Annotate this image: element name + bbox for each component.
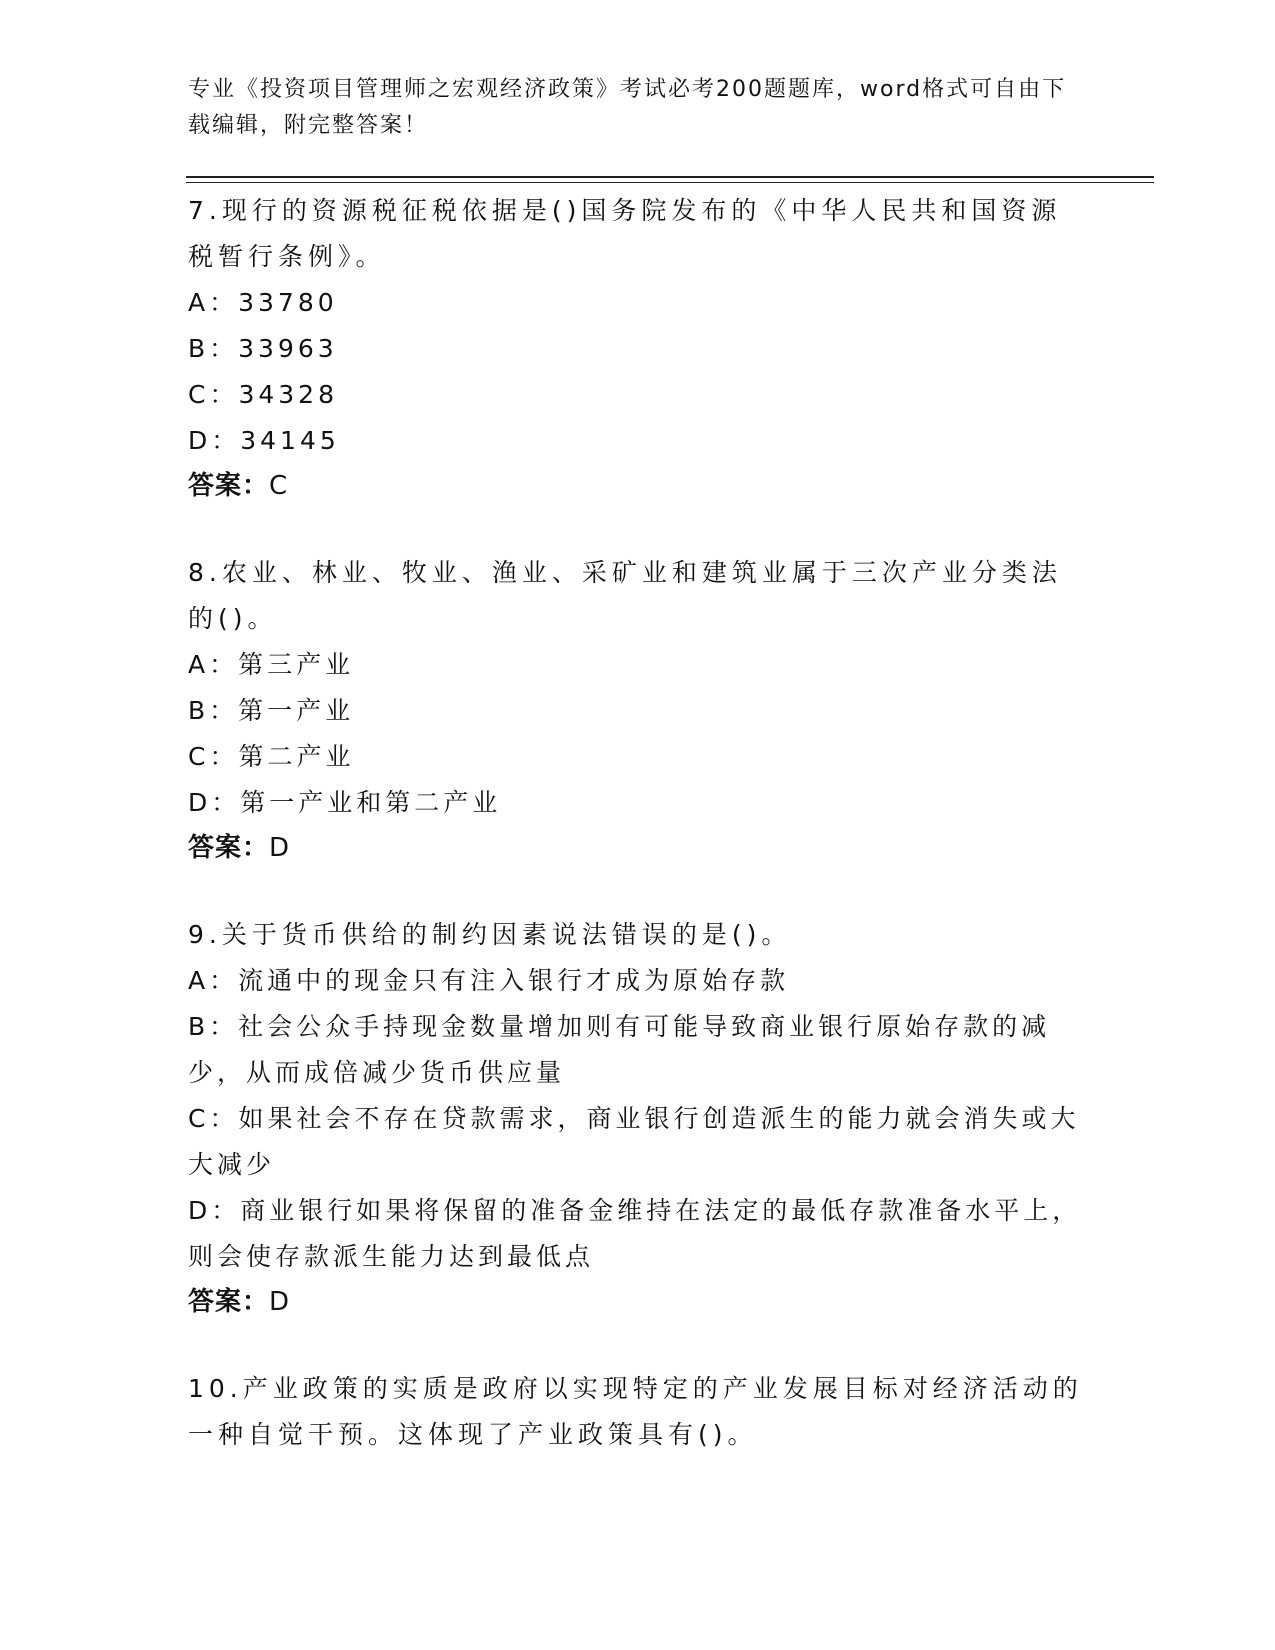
option-b: B：第一产业 — [188, 696, 355, 725]
option-a: A：流通中的现金只有注入银行才成为原始存款 — [188, 966, 790, 995]
answer-value: C — [269, 471, 288, 501]
header-rule-thin — [186, 182, 1154, 183]
option-c: C：34328 — [188, 380, 338, 409]
option-d: D：商业银行如果将保留的准备金维持在法定的最低存款准备水平上，则会使存款派生能力达到最低点 — [188, 1196, 1082, 1271]
answer-line — [188, 464, 1088, 508]
option-b: B：33963 — [188, 334, 338, 363]
option-a: A：33780 — [188, 288, 338, 317]
option-a: A：第三产业 — [188, 650, 355, 679]
option-d: D：34145 — [188, 426, 340, 455]
question-text: 9.关于货币供给的制约因素说法错误的是()。 — [188, 920, 792, 949]
answer-line — [188, 1280, 1088, 1324]
question-text: 10.产业政策的实质是政府以实现特定的产业发展目标对经济活动的一种自觉干预。这体现了产业政策具有()。 — [188, 1374, 1083, 1449]
option-d: D：第一产业和第二产业 — [188, 788, 502, 817]
option-c: C：第二产业 — [188, 742, 355, 771]
question-text: 7.现行的资源税征税依据是()国务院发布的《中华人民共和国资源税暂行条例》。 — [188, 196, 1062, 271]
question-7 — [188, 188, 1088, 508]
answer-value: D — [269, 1287, 290, 1317]
answer-value: D — [269, 833, 290, 863]
question-10 — [188, 1366, 1088, 1458]
option-b: B：社会公众手持现金数量增加则有可能导致商业银行原始存款的减少，从而成倍减少货币供应量 — [188, 1012, 1051, 1087]
answer-label: 答案： — [188, 1287, 270, 1317]
answer-line — [188, 826, 1088, 870]
answer-label: 答案： — [188, 833, 270, 863]
question-8 — [188, 550, 1088, 870]
question-list — [188, 188, 1088, 1500]
document-header: 专业《投资项目管理师之宏观经济政策》考试必考200题题库，word格式可自由下载编辑，附完整答案！ — [188, 77, 1067, 138]
answer-label: 答案： — [188, 471, 270, 501]
question-9 — [188, 912, 1088, 1324]
question-text: 8.农业、林业、牧业、渔业、采矿业和建筑业属于三次产业分类法的()。 — [188, 558, 1062, 633]
option-c: C：如果社会不存在贷款需求，商业银行创造派生的能力就会消失或大大减少 — [188, 1104, 1080, 1179]
header-rule-thick — [186, 176, 1154, 178]
